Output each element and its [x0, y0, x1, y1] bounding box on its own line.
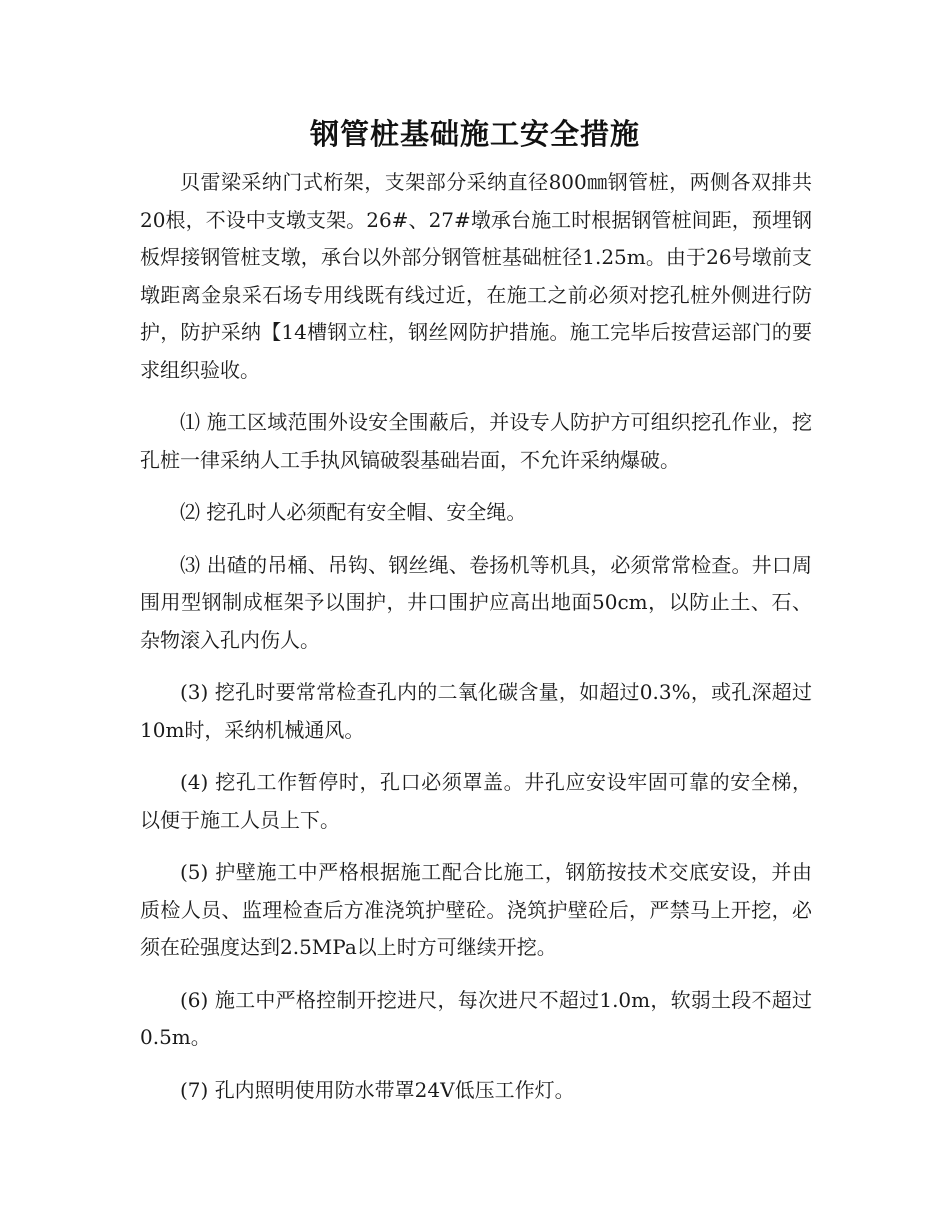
measure-paragraph-5: (4) 挖孔工作暂停时，孔口必须罩盖。井孔应安设牢固可靠的安全梯，以便于施工人员上下。: [140, 770, 812, 832]
document-body: [140, 164, 812, 1109]
measure-paragraph-6: (5) 护壁施工中严格根据施工配合比施工，钢筋按技术交底安设，并由质检人员、监理检查后方准浇筑护壁砼。浇筑护壁砼后，严禁马上开挖，必须在砼强度达到2.5MPa以上时方可继续开挖。: [140, 860, 812, 959]
measure-paragraph-4: (3) 挖孔时要常常检查孔内的二氧化碳含量，如超过0.3%，或孔深超过10m时，采纳机械通风。: [140, 680, 812, 742]
measure-paragraph-2: ⑵ 挖孔时人必须配有安全帽、安全绳。: [180, 500, 527, 524]
measure-paragraph-8: (7) 孔内照明使用防水带罩24V低压工作灯。: [180, 1077, 575, 1102]
measure-paragraph-7: (6) 施工中严格控制开挖进尺，每次进尺不超过1.0m，软弱土段不超过0.5m。: [140, 987, 812, 1049]
measure-paragraph-3: ⑶ 出碴的吊桶、吊钩、钢丝绳、卷扬机等机具，必须常常检查。井口周围用型钢制成框架予以围护，井口围护应高出地面50cm，以防止土、石、杂物滚入孔内伤人。: [140, 552, 812, 652]
intro-paragraph: 贝雷梁采纳门式桁架，支架部分采纳直径800㎜钢管桩，两侧各双排共20根，不设中支墩支架。26#、27#墩承台施工时根据钢管桩间距，预埋钢板焊接钢管桩支墩，承台以外部分钢管桩基础桩径1.25m。由于26号墩前支墩距离金泉采石场专用线既有线过近，在施工之前必须对挖孔桩外侧进行防护，防护采纳【14槽钢立柱，钢丝网防护措施。施工完毕后按营运部门的要求组织验收。: [140, 170, 812, 382]
document-title: 钢管桩基础施工安全措施: [309, 117, 640, 151]
measure-paragraph-1: ⑴ 施工区域范围外设安全围蔽后，并设专人防护方可组织挖孔作业，挖孔桩一律采纳人工手执风镐破裂基础岩面，不允许采纳爆破。: [140, 410, 812, 472]
